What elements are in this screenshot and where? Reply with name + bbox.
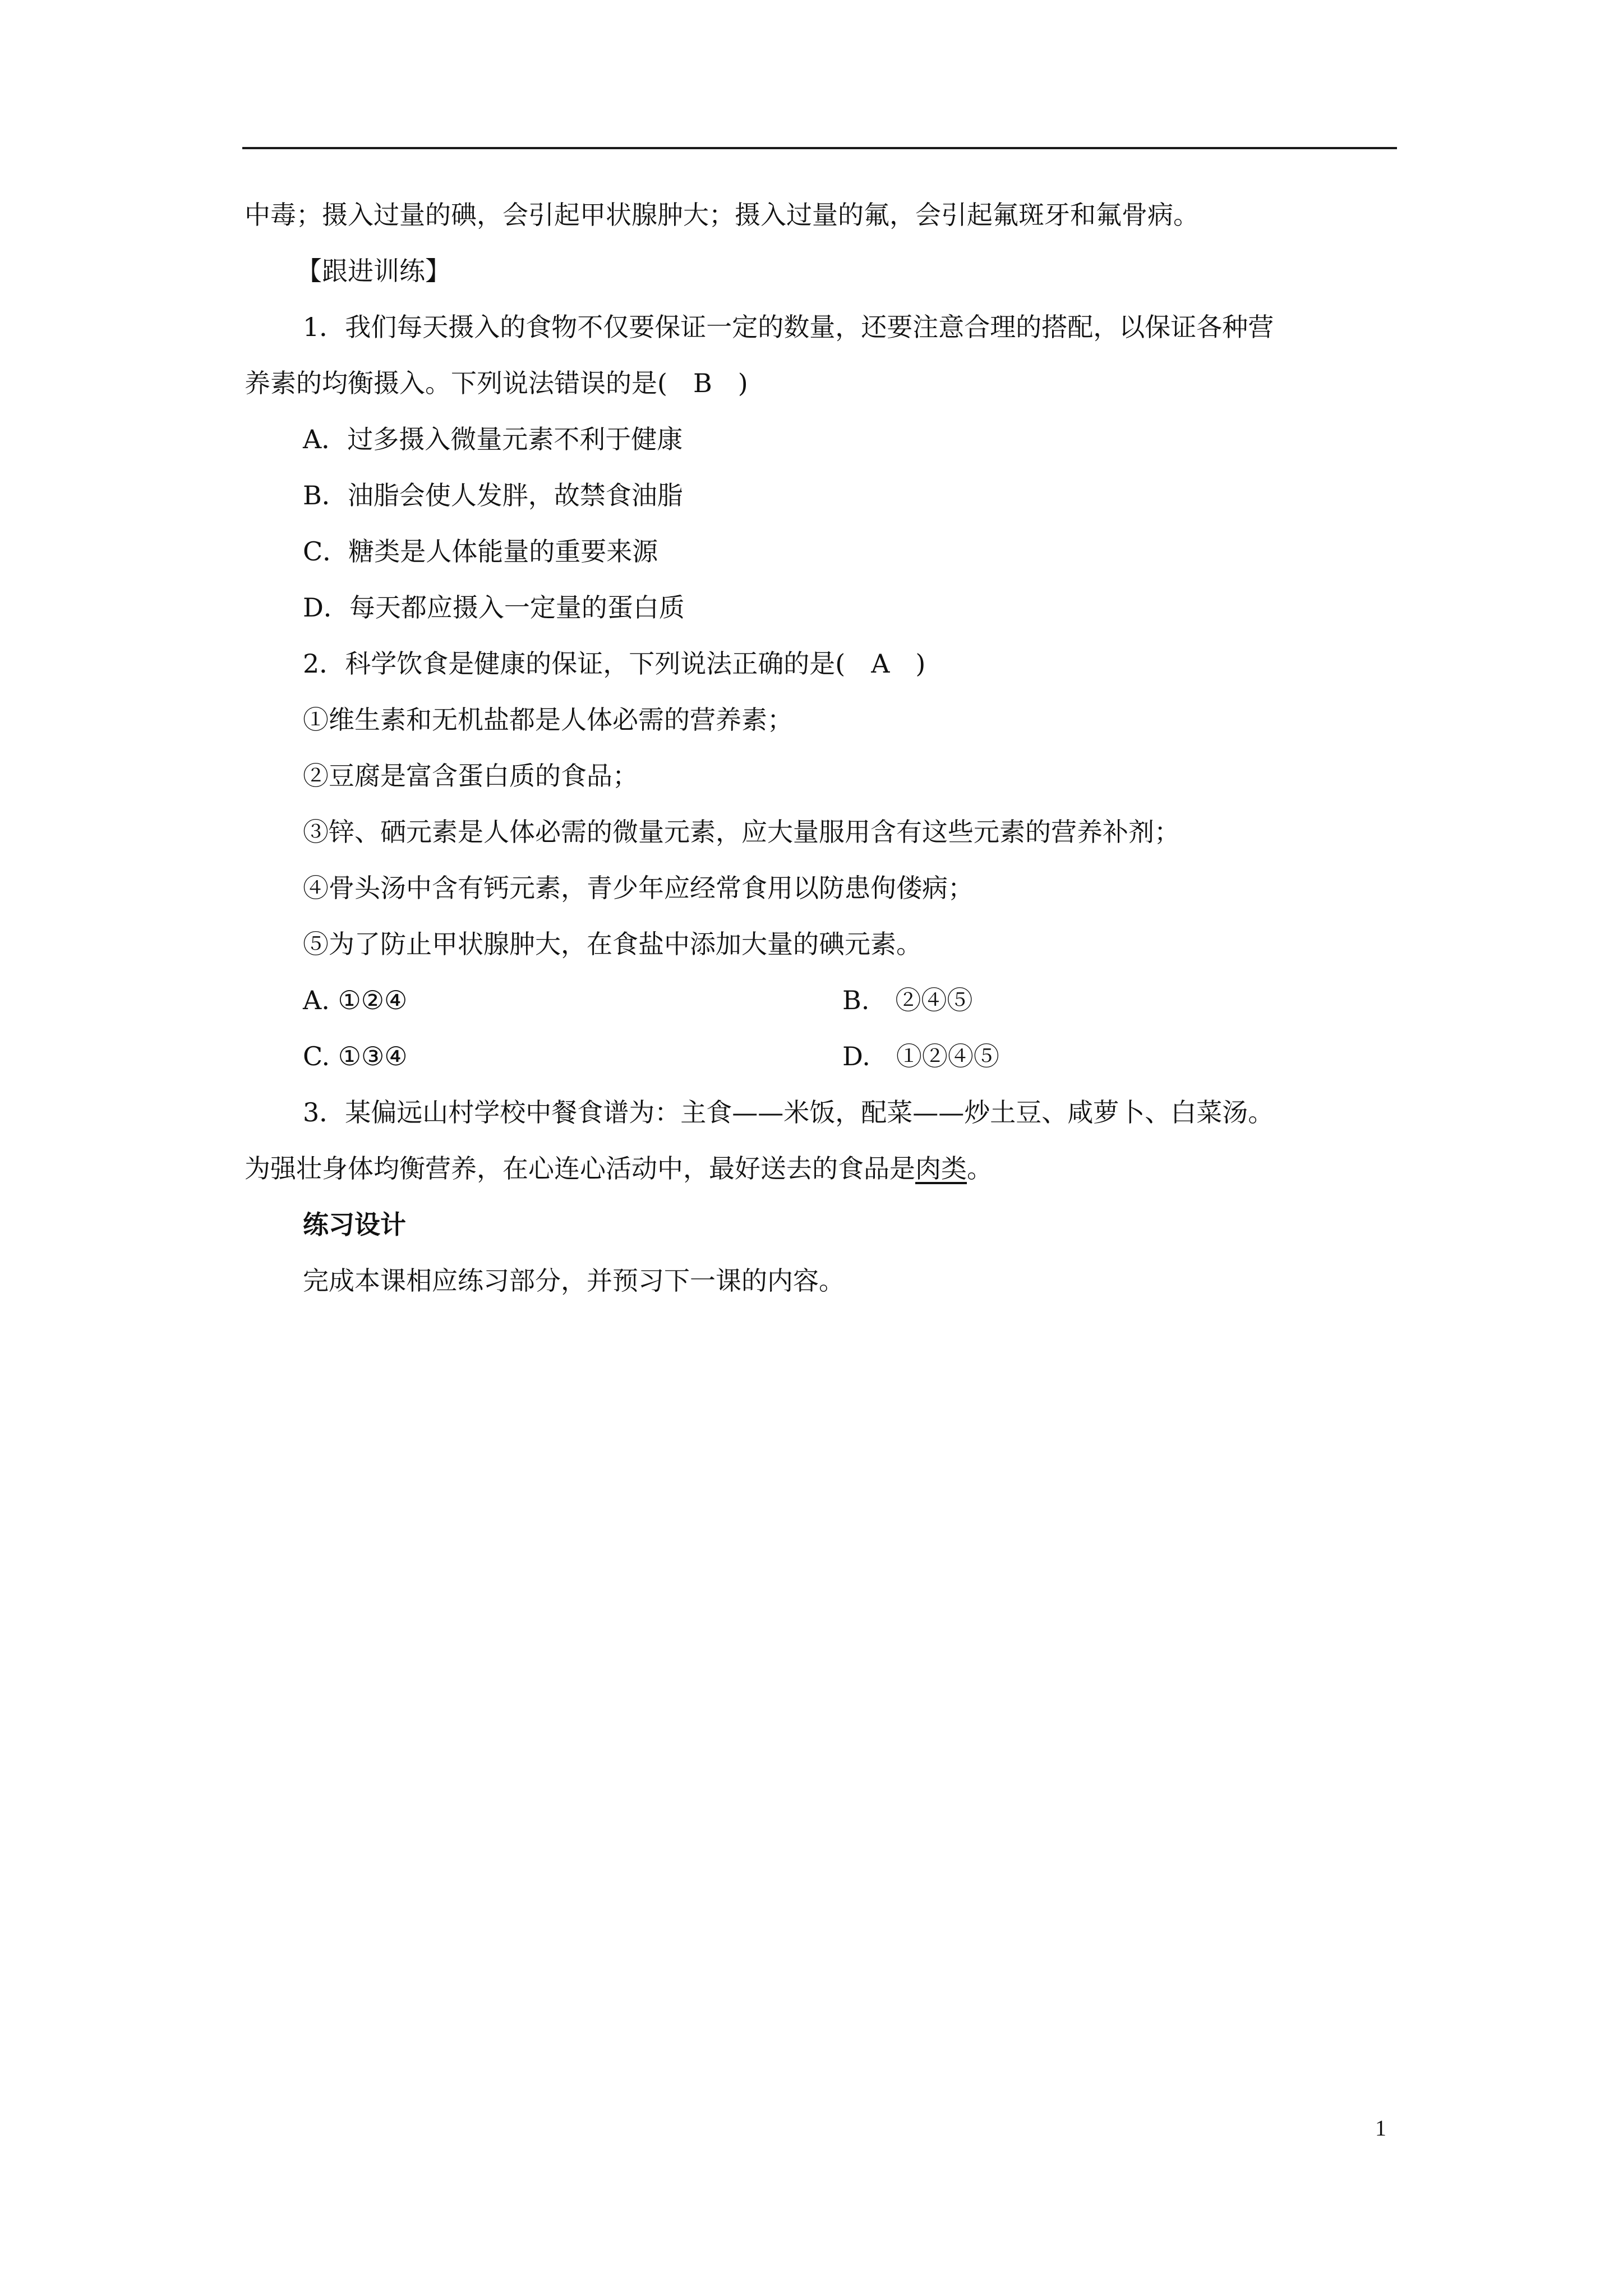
- q2-option-d: D. ①②④⑤: [842, 1041, 999, 1071]
- q1-stem-line1: 1．我们每天摄入的食物不仅要保证一定的数量，还要注意合理的搭配，以保证各种营: [303, 312, 1274, 342]
- q1-stem-line2: 养素的均衡摄入。下列说法错误的是( B ): [245, 368, 748, 398]
- q1-option-b: B．油脂会使人发胖，故禁食油脂: [303, 480, 683, 510]
- q1-option-c: C．糖类是人体能量的重要来源: [303, 536, 658, 567]
- q2-option-c: C. ①③④: [303, 1041, 408, 1071]
- q1-option-d: D．每天都应摄入一定量的蛋白质: [303, 592, 685, 623]
- q2-statement-1: ①维生素和无机盐都是人体必需的营养素；: [303, 705, 793, 735]
- header-rule: [242, 147, 1397, 149]
- q2-option-b: B. ②④⑤: [842, 985, 973, 1015]
- continuation-text: 中毒；摄入过量的碘，会引起甲状腺肿大；摄入过量的氟，会引起氟斑牙和氟骨病。: [245, 200, 1199, 230]
- q2-statement-5: ⑤为了防止甲状腺肿大，在食盐中添加大量的碘元素。: [303, 929, 922, 959]
- q3-line2-suffix: 。: [967, 1153, 993, 1184]
- q2-statement-4: ④骨头汤中含有钙元素，青少年应经常食用以防患佝偻病；: [303, 873, 974, 903]
- practice-text: 完成本课相应练习部分，并预习下一课的内容。: [303, 1266, 845, 1296]
- q3-line1: 3．某偏远山村学校中餐食谱为：主食——米饭，配菜——炒土豆、咸萝卜、白菜汤。: [303, 1097, 1274, 1128]
- q3-answer: 肉类: [915, 1153, 967, 1184]
- page-number: 1: [1375, 2115, 1386, 2141]
- section-heading: 【跟进训练】: [296, 256, 451, 286]
- q2-option-a: A. ①②④: [303, 985, 408, 1015]
- practice-heading: 练习设计: [303, 1209, 406, 1240]
- q2-stem: 2．科学饮食是健康的保证，下列说法正确的是( A ): [303, 648, 926, 679]
- q2-statement-2: ②豆腐是富含蛋白质的食品；: [303, 761, 638, 791]
- q3-line2: [245, 1152, 993, 1185]
- q1-option-a: A．过多摄入微量元素不利于健康: [303, 424, 683, 454]
- q3-line2-prefix: 为强壮身体均衡营养，在心连心活动中，最好送去的食品是: [245, 1153, 915, 1184]
- q2-statement-3: ③锌、硒元素是人体必需的微量元素，应大量服用含有这些元素的营养补剂；: [303, 817, 1180, 847]
